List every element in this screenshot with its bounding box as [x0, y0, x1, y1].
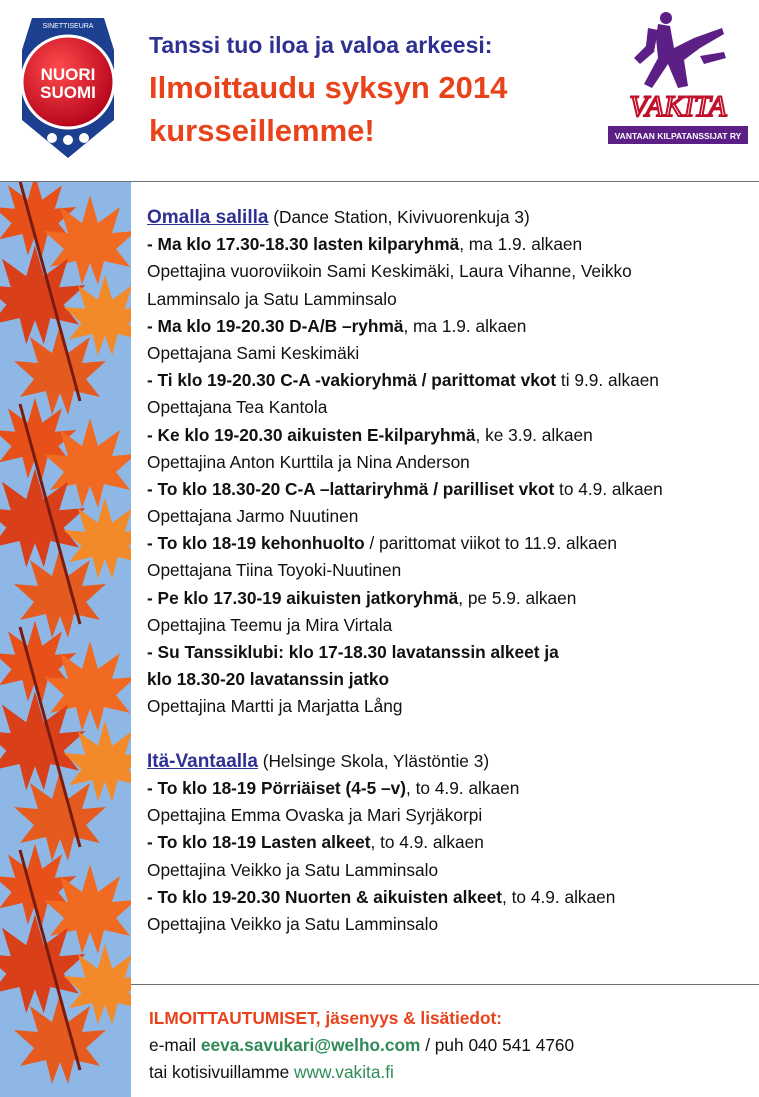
course-line-bold: klo 18.30-20 lavatanssin jatko [147, 669, 390, 690]
course-line [147, 557, 757, 584]
course-line-text: Opettajina Emma Ovaska ja Mari Syrjäkorpi [147, 805, 483, 826]
logo-top-text: SINETTISEURA [42, 23, 94, 30]
course-line [147, 394, 757, 421]
divider-top [0, 181, 759, 182]
course-line-bold: - Su Tanssiklubi: klo 17-18.30 lavatanssin alkeet ja [147, 642, 559, 662]
course-line-bold: - To klo 18-19 kehonhuolto [147, 533, 365, 554]
course-line [147, 639, 757, 666]
course-line [147, 530, 757, 557]
autumn-leaves-image [0, 181, 131, 1097]
course-line-text: Opettajana Tea Kantola [147, 397, 328, 418]
section-heading-omalla-salilla [147, 204, 757, 231]
web-label: tai kotisivuillamme [149, 1062, 295, 1083]
nuori-suomi-logo [14, 10, 122, 162]
contact-email-row [149, 1032, 749, 1059]
header-title-line1: Ilmoittaudu syksyn 2014 [149, 70, 508, 105]
section-location: (Helsinge Skola, Ylästöntie 3) [257, 750, 490, 771]
course-line-text: Opettajina Martti ja Marjatta Lång [147, 696, 403, 717]
course-line [147, 911, 757, 938]
logo-badge-icon [63, 135, 73, 145]
course-line [147, 802, 757, 829]
course-line-text: , to 4.9. alkaen [502, 886, 616, 907]
course-line [147, 258, 757, 285]
course-line-bold: - Ke klo 19-20.30 aikuisten E-kilparyhmä [147, 424, 476, 445]
course-line-text: Opettajana Sami Keskimäki [147, 342, 360, 363]
course-line [147, 775, 757, 802]
course-line-bold: - To klo 19-20.30 Nuorten & aikuisten alkeet [147, 886, 503, 907]
contact-web-row [149, 1059, 749, 1086]
course-line [147, 503, 757, 530]
course-line-text: Opettajana Jarmo Nuutinen [147, 506, 359, 527]
course-line-text: , ke 3.9. alkaen [475, 424, 593, 445]
course-line [147, 693, 757, 720]
course-line-bold: - Ma klo 17.30-18.30 lasten kilparyhmä [147, 234, 460, 255]
logo-line2: SUOMI [40, 83, 96, 102]
spacer [147, 721, 757, 748]
course-line [147, 422, 757, 449]
course-line-text: , to 4.9. alkaen [406, 777, 520, 798]
header-title-line2: kursseillemme! [149, 113, 375, 148]
contact-heading-main: ILMOITTAUTUMISET, [149, 1008, 321, 1028]
section-title: Omalla salilla [147, 207, 269, 228]
course-line-bold: - To klo 18-19 Pörriäiset (4-5 –v) [147, 777, 406, 798]
course-line-bold: - To klo 18.30-20 C-A –lattariryhmä / parilliset vkot [147, 478, 555, 499]
logo-badge-icon [47, 133, 57, 143]
course-line-text: Opettajina Anton Kurttila ja Nina Anderson [147, 451, 470, 472]
course-line-text: Lamminsalo ja Satu Lamminsalo [147, 288, 397, 309]
course-line-text: , ma 1.9. alkaen [459, 234, 583, 255]
course-line-text: / parittomat viikot to 11.9. alkaen [364, 533, 617, 554]
website-link[interactable]: www.vakita.fi [294, 1062, 394, 1083]
course-line [147, 449, 757, 476]
course-line-text: to 4.9. alkaen [554, 478, 663, 499]
section-location: (Dance Station, Kivivuorenkuja 3) [268, 207, 530, 227]
course-line [147, 286, 757, 313]
course-line [147, 367, 757, 394]
course-line [147, 612, 757, 639]
course-line-bold: - Ma klo 19-20.30 D-A/B –ryhmä [147, 315, 404, 336]
divider-bottom [131, 984, 759, 985]
course-line-text: , to 4.9. alkaen [370, 832, 484, 853]
contact-heading-rest: jäsenyys & lisätiedot: [320, 1008, 503, 1028]
logo-line1: NUORI [40, 65, 96, 84]
course-line [147, 231, 757, 258]
course-line-text: ti 9.9. alkaen [556, 370, 659, 391]
course-line [147, 857, 757, 884]
course-line [147, 585, 757, 612]
course-line-bold: - Ti klo 19-20.30 C-A -vakioryhmä / parittomat vkot [147, 370, 557, 391]
course-line-text: Opettajina Teemu ja Mira Virtala [147, 614, 393, 635]
section-heading-ita-vantaalla [147, 748, 757, 775]
course-line [147, 340, 757, 367]
course-list [147, 204, 757, 938]
course-line-text: , pe 5.9. alkaen [458, 587, 577, 608]
course-line-text: Opettajina Veikko ja Satu Lamminsalo [147, 859, 439, 880]
vakita-wordmark: VAKITA [629, 90, 727, 123]
course-line [147, 666, 757, 693]
dancers-icon [634, 12, 726, 88]
course-line-bold: - Pe klo 17.30-19 aikuisten jatkoryhmä [147, 587, 459, 608]
logo-badge-icon [79, 133, 89, 143]
course-line [147, 313, 757, 340]
course-line [147, 884, 757, 911]
contact-info [149, 1005, 749, 1087]
course-line [147, 476, 757, 503]
course-line-text: Opettajina Veikko ja Satu Lamminsalo [147, 913, 439, 934]
email-link[interactable]: eeva.savukari@welho.com [200, 1035, 421, 1056]
course-line-text: , ma 1.9. alkaen [403, 315, 527, 336]
email-label: e-mail [149, 1035, 201, 1056]
vakita-banner: VANTAAN KILPATANSSIJAT RY [614, 131, 742, 141]
header-subtitle: Tanssi tuo iloa ja valoa arkeesi: [149, 32, 493, 58]
course-line [147, 829, 757, 856]
section-title: Itä-Vantaalla [147, 750, 258, 772]
phone-number: / puh 040 541 4760 [420, 1035, 575, 1056]
vakita-logo [604, 8, 752, 150]
course-line-bold: - To klo 18-19 Lasten alkeet [147, 832, 371, 853]
contact-heading [149, 1005, 749, 1032]
course-line-text: Opettajina vuoroviikoin Sami Keskimäki, Laura Vihanne, Veikko [147, 261, 632, 282]
course-line-text: Opettajana Tiina Toyoki-Nuutinen [147, 560, 402, 581]
